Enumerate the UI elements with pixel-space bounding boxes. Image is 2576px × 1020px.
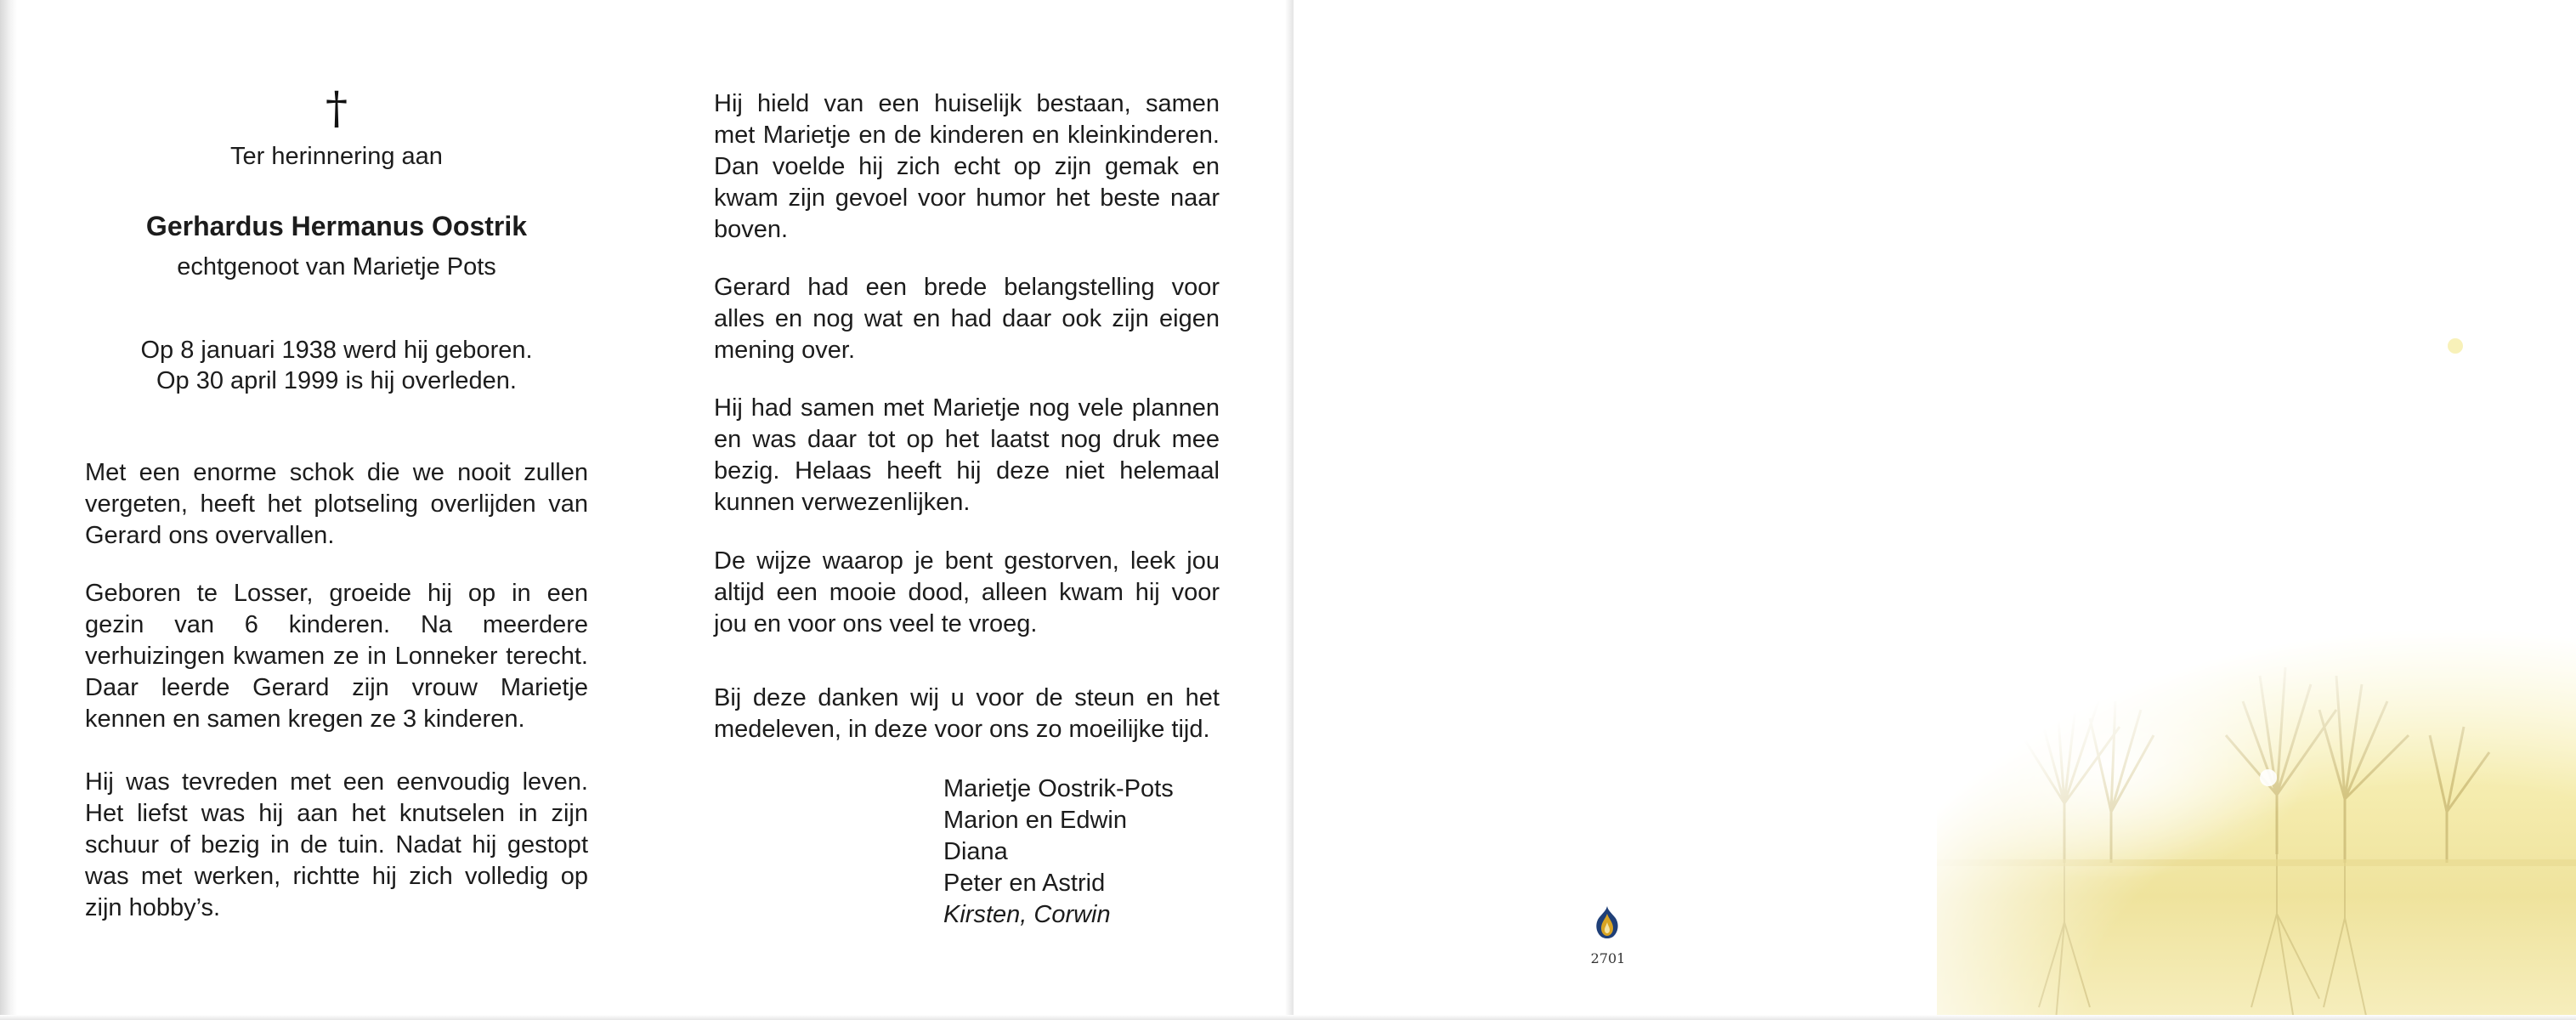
- cross-symbol: †: [326, 83, 348, 134]
- paragraph-thanks: Bij deze danken wij u voor de steun en het medeleven, in deze voor ons zo moeilijke tijd.: [714, 684, 1220, 743]
- paragraph-childhood: Geboren te Losser, groeide hij op in een gezin van 6 kinderen. Na meerdere verhuizingen kwamen ze in Lonneker terecht. Daar leerde Gerard zijn vrouw Marietje kennen en samen kregen ze 3 kinderen.: [85, 580, 588, 733]
- signature-line: Marion en Edwin: [943, 807, 1127, 834]
- death-line: Op 30 april 1999 is hij overleden.: [156, 367, 517, 394]
- printer-code: 2701: [1590, 950, 1626, 966]
- spouse-line: echtgenoot van Marietje Pots: [177, 253, 496, 280]
- in-memory-heading: Ter herinnering aan: [230, 143, 443, 170]
- willow-trees-photo: [1937, 608, 2576, 1020]
- card-left-edge: [0, 0, 17, 1020]
- flame-logo-icon: [1593, 905, 1622, 941]
- signature-block: [943, 774, 1174, 931]
- paragraph-death: De wijze waarop je bent gestorven, leek jou altijd een mooie dood, alleen kwam hij voor jou en voor ons veel te vroeg.: [714, 547, 1220, 638]
- signature-line: Diana: [943, 838, 1008, 865]
- card-back-panel: [1294, 0, 2576, 1020]
- paragraph-plans: Hij had samen met Marietje nog vele plannen en was daar tot op het laatst nog druk mee bezig. Helaas heeft hij deze niet helemaal kunnen verwezenlijken.: [714, 394, 1220, 516]
- willow-trees-illustration: [1937, 608, 2576, 1020]
- birth-line: Op 8 januari 1938 werd hij geboren.: [140, 337, 533, 364]
- signature-line: Marietje Oostrik-Pots: [943, 775, 1174, 802]
- card-bottom-edge: [0, 1015, 2576, 1020]
- sun-reflection: [2448, 338, 2463, 354]
- paragraph-interests: Gerard had een brede belangstelling voor alles en nog wat en had daar ook zijn eigen mening over.: [714, 274, 1220, 364]
- paragraph-hobbies: Hij was tevreden met een eenvoudig leven. Het liefst was hij aan het knutselen in zijn schuur of bezig in de tuin. Nadat hij gestopt was met werken, richtte hij zich volledig op zijn hobby’s.: [85, 768, 588, 921]
- paragraph-family: Hij hield van een huiselijk bestaan, samen met Marietje en de kinderen en kleinkinderen. Dan voelde hij zich echt op zijn gemak en kwam zijn gevoel voor humor het beste naar boven.: [714, 90, 1220, 243]
- signature-line-grandchildren: Kirsten, Corwin: [943, 901, 1111, 928]
- deceased-name: Gerhardus Hermanus Oostrik: [145, 211, 528, 241]
- paragraph-shock: Met een enorme schok die we nooit zullen vergeten, heeft het plotseling overlijden van Gerard ons overvallen.: [85, 459, 588, 549]
- signature-line: Peter en Astrid: [943, 870, 1106, 897]
